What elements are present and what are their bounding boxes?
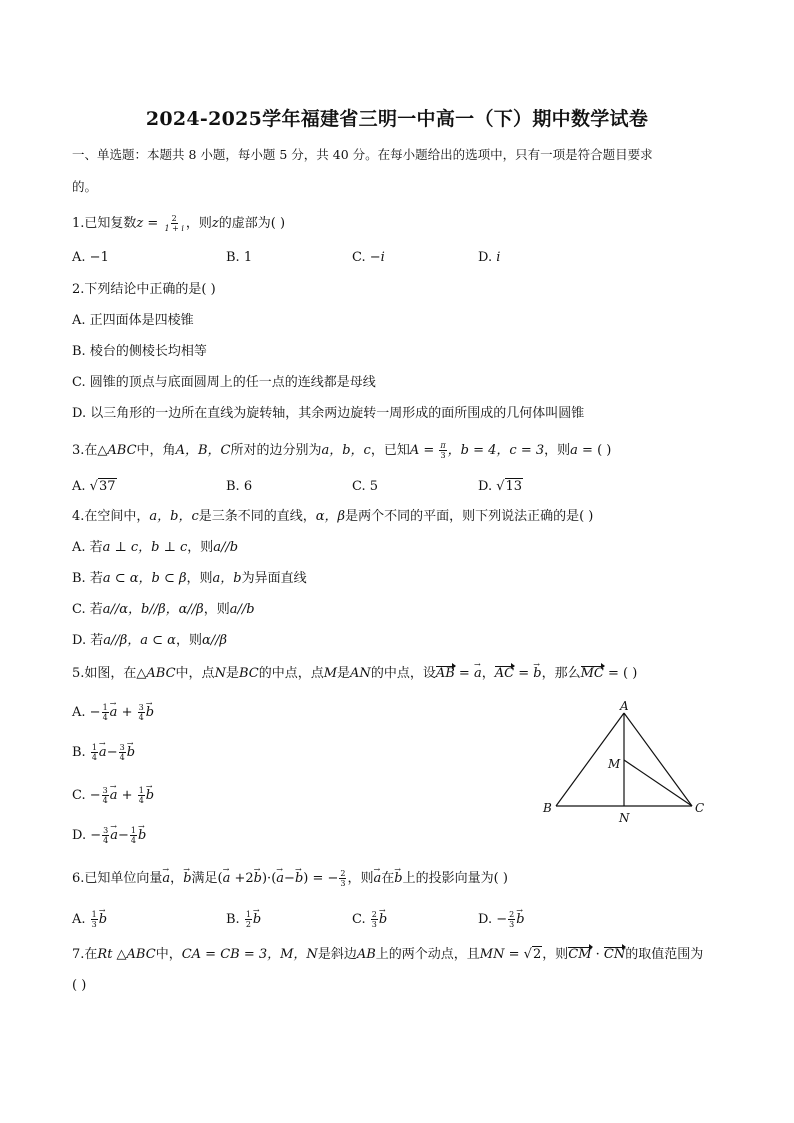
q6-option-d: D. − $\frac{2}{3}$ → b xyxy=(478,910,525,929)
section-heading-line2: 的。 xyxy=(72,179,98,194)
q3-option-c: C. 5 xyxy=(352,479,379,494)
q4-option-b: B. 若a ⊂ α，b ⊂ β，则a，b为异面直线 xyxy=(72,571,307,586)
question-6-stem: 6.已知单位向量→ a，→ b满足(→ a +2→ b)·(→ a−→ b) = − $\frac{2}{3}$ ，则→ a在→ b上的投影向量为( ) xyxy=(72,869,508,888)
q3-option-a: A. √37 xyxy=(72,479,116,494)
label-b: B xyxy=(543,801,552,815)
question-7-line2: ( ) xyxy=(72,978,87,993)
q5-option-d: D. − $\frac{3}{4}$ → a− $\frac{1}{4}$ → b xyxy=(72,826,146,845)
fraction: $\frac{\pi}{3}$ xyxy=(440,441,446,460)
q6-option-a: A. $\frac{1}{3}$ → b xyxy=(72,910,107,929)
question-1-stem: 1.已知复数z = $\frac{2}{1 + i}$ ，则z的虚部为( ) xyxy=(72,214,286,233)
label-c: C xyxy=(695,801,705,815)
q4-option-d: D. 若a//β，a ⊂ α，则α//β xyxy=(72,633,228,648)
q6-option-b: B. $\frac{1}{2}$ → b xyxy=(226,910,261,929)
q6-option-c: C. $\frac{2}{3}$ → b xyxy=(352,910,387,929)
q3-option-b: B. 6 xyxy=(226,479,253,494)
section-heading-line1: 一、单选题：本题共 8 小题，每小题 5 分，共 40 分。在每小题给出的选项中，只有一项是符合题目要求 xyxy=(72,147,653,162)
sqrt: √13 xyxy=(496,479,523,494)
sqrt: √37 xyxy=(89,479,116,494)
q2-option-d: D. 以三角形的一边所在直线为旋转轴，其余两边旋转一周形成的面所围成的几何体叫圆锥 xyxy=(72,406,585,421)
q1-option-d: D. i xyxy=(478,250,501,265)
q2-option-a: A. 正四面体是四棱锥 xyxy=(72,313,194,328)
q5-option-b: B. $\frac{1}{4}$ → a− $\frac{3}{4}$ → b xyxy=(72,743,135,762)
q3-option-d: D. √13 xyxy=(478,479,523,494)
fraction: $\frac{2}{1 + i}$ xyxy=(164,214,184,233)
label-a: A xyxy=(620,700,629,713)
q1-option-b: B. 1 xyxy=(226,250,253,265)
question-2-stem: 2.下列结论中正确的是( ) xyxy=(72,282,216,297)
q1-option-c: C. −i xyxy=(352,250,385,265)
q2-option-c: C. 圆锥的顶点与底面圆周上的任一点的连线都是母线 xyxy=(72,375,376,390)
side-ac xyxy=(624,713,692,806)
q5-option-c: C. − $\frac{3}{4}$ → a + $\frac{1}{4}$ → b xyxy=(72,786,154,805)
q2-option-b: B. 棱台的侧棱长均相等 xyxy=(72,344,207,359)
question-3-stem: 3.在△ABC中，角A，B，C所对的边分别为a，b，c，已知A = $\frac{\pi}{3}$ ，b = 4，c = 3，则a = ( ) xyxy=(72,441,612,460)
triangle-figure xyxy=(535,700,715,830)
question-5-stem: 5.如图，在△ABC中，点N是BC的中点，点M是AN的中点，设AB = → a，AC = → b，那么MC = ( ) xyxy=(72,665,637,683)
exam-title: 2024-2025学年福建省三明一中高一（下）期中数学试卷 xyxy=(145,108,649,130)
q4-option-c: C. 若a//α，b//β，α//β，则a//b xyxy=(72,602,255,617)
q5-option-a: A. − $\frac{1}{4}$ → a + $\frac{3}{4}$ → b xyxy=(72,703,154,722)
label-m: M xyxy=(608,757,621,771)
label-n: N xyxy=(619,811,630,825)
q4-option-a: A. 若a ⊥ c，b ⊥ c，则a//b xyxy=(72,540,239,555)
question-4-stem: 4.在空间中，a，b，c是三条不同的直线，α，β是两个不同的平面，则下列说法正确的是( ) xyxy=(72,509,594,524)
q1-option-a: A. −1 xyxy=(72,250,109,265)
question-7-stem: 7.在Rt △ABC中，CA = CB = 3，M，N是斜边AB上的两个动点，且MN = √2，则CM · CN的取值范围为 xyxy=(72,947,704,962)
segment-mc xyxy=(624,760,692,806)
